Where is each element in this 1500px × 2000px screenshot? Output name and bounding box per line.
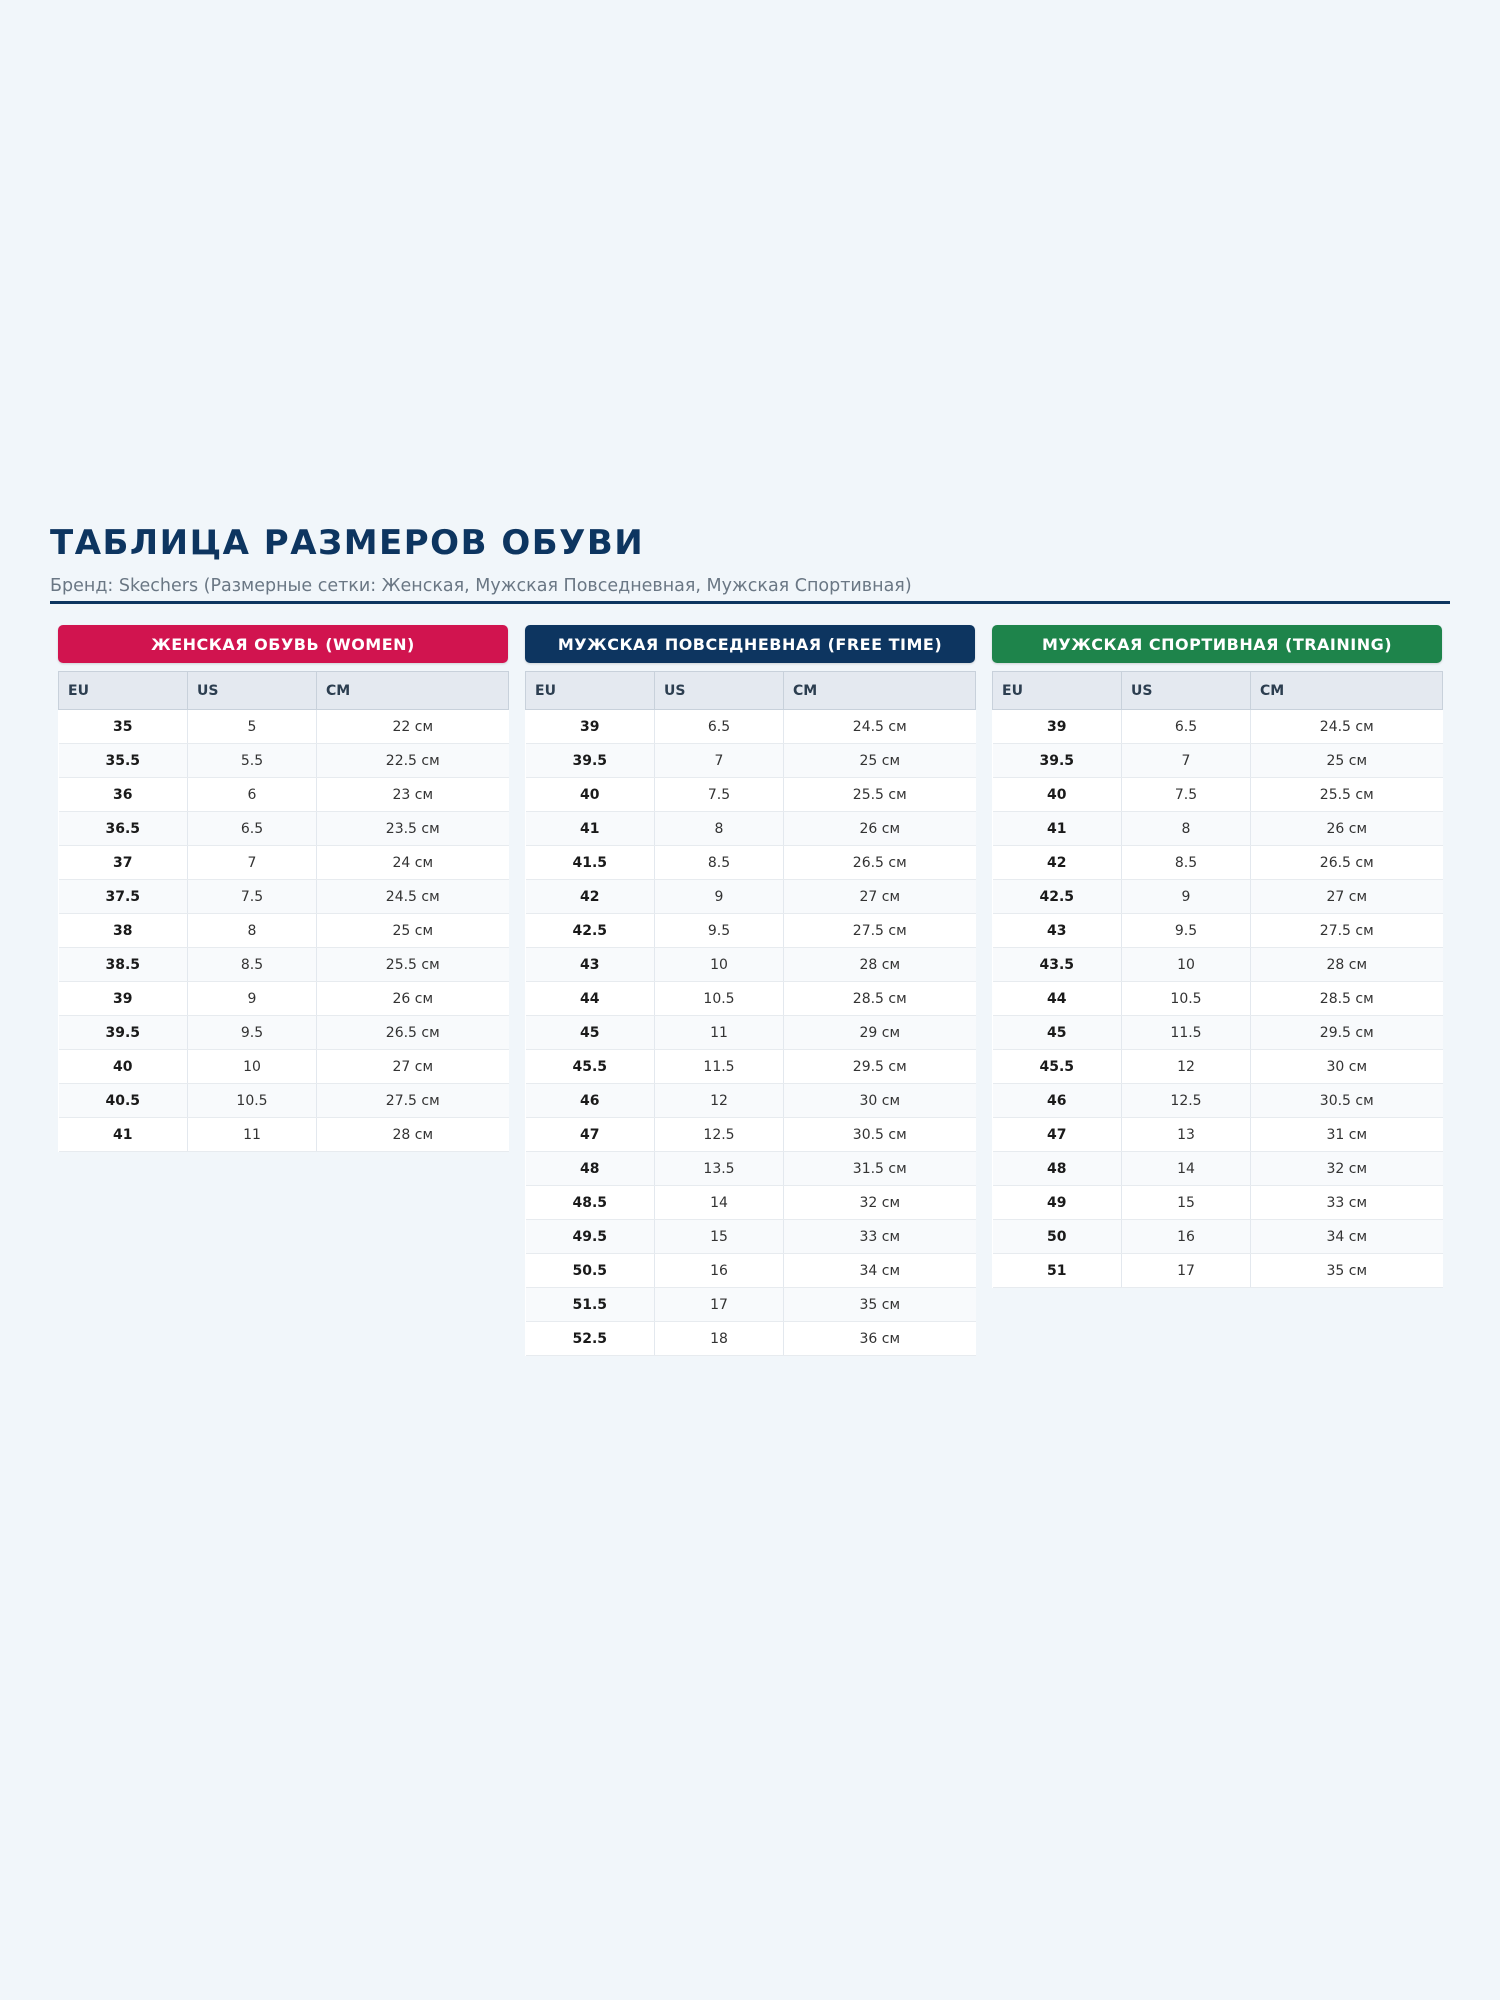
us-cell: 9 (655, 880, 784, 914)
men-casual-table-body (526, 710, 976, 1356)
men-sport-size-panel (992, 625, 1442, 1288)
eu-cell: 45 (993, 1016, 1122, 1050)
men-sport-panel-title: МУЖСКАЯ СПОРТИВНАЯ (TRAINING) (992, 625, 1442, 663)
eu-cell: 50.5 (526, 1254, 655, 1288)
eu-cell: 48 (993, 1152, 1122, 1186)
cm-cell: 24.5 см (317, 880, 509, 914)
column-header-cm: CM (1251, 672, 1443, 710)
cm-cell: 24 см (317, 846, 509, 880)
eu-cell: 37 (59, 846, 188, 880)
us-cell: 10 (188, 1050, 317, 1084)
men-casual-panel-title: МУЖСКАЯ ПОВСЕДНЕВНАЯ (FREE TIME) (525, 625, 975, 663)
table-row (526, 1050, 976, 1084)
us-cell: 8.5 (1122, 846, 1251, 880)
table-header-row (993, 672, 1443, 710)
cm-cell: 27.5 см (784, 914, 976, 948)
eu-cell: 36.5 (59, 812, 188, 846)
us-cell: 12.5 (655, 1118, 784, 1152)
column-header-cm: CM (784, 672, 976, 710)
cm-cell: 31.5 см (784, 1152, 976, 1186)
cm-cell: 24.5 см (1251, 710, 1443, 744)
table-row (526, 1322, 976, 1356)
cm-cell: 22.5 см (317, 744, 509, 778)
us-cell: 13 (1122, 1118, 1251, 1152)
us-cell: 12.5 (1122, 1084, 1251, 1118)
table-row (526, 778, 976, 812)
table-row (993, 1152, 1443, 1186)
us-cell: 5.5 (188, 744, 317, 778)
eu-cell: 39.5 (526, 744, 655, 778)
cm-cell: 25.5 см (317, 948, 509, 982)
us-cell: 7 (188, 846, 317, 880)
page-title: ТАБЛИЦА РАЗМЕРОВ ОБУВИ (50, 523, 645, 563)
table-row (526, 1186, 976, 1220)
cm-cell: 28 см (784, 948, 976, 982)
cm-cell: 34 см (784, 1254, 976, 1288)
eu-cell: 35 (59, 710, 188, 744)
eu-cell: 47 (526, 1118, 655, 1152)
cm-cell: 30.5 см (784, 1118, 976, 1152)
us-cell: 8.5 (188, 948, 317, 982)
us-cell: 7 (1122, 744, 1251, 778)
eu-cell: 43.5 (993, 948, 1122, 982)
cm-cell: 26 см (317, 982, 509, 1016)
cm-cell: 27.5 см (317, 1084, 509, 1118)
us-cell: 18 (655, 1322, 784, 1356)
eu-cell: 45 (526, 1016, 655, 1050)
cm-cell: 33 см (1251, 1186, 1443, 1220)
cm-cell: 26 см (1251, 812, 1443, 846)
us-cell: 6.5 (188, 812, 317, 846)
eu-cell: 38.5 (59, 948, 188, 982)
cm-cell: 26.5 см (1251, 846, 1443, 880)
eu-cell: 39 (993, 710, 1122, 744)
eu-cell: 45.5 (526, 1050, 655, 1084)
eu-cell: 40 (59, 1050, 188, 1084)
cm-cell: 27 см (1251, 880, 1443, 914)
cm-cell: 28.5 см (1251, 982, 1443, 1016)
table-row (526, 744, 976, 778)
us-cell: 16 (1122, 1220, 1251, 1254)
table-row (59, 1050, 509, 1084)
eu-cell: 48 (526, 1152, 655, 1186)
us-cell: 14 (1122, 1152, 1251, 1186)
table-row (59, 1118, 509, 1152)
cm-cell: 32 см (784, 1186, 976, 1220)
table-row (993, 1254, 1443, 1288)
eu-cell: 37.5 (59, 880, 188, 914)
us-cell: 11.5 (1122, 1016, 1251, 1050)
cm-cell: 30.5 см (1251, 1084, 1443, 1118)
table-row (526, 1288, 976, 1322)
us-cell: 7.5 (655, 778, 784, 812)
cm-cell: 25.5 см (1251, 778, 1443, 812)
table-row (526, 812, 976, 846)
eu-cell: 41 (526, 812, 655, 846)
eu-cell: 51 (993, 1254, 1122, 1288)
table-row (993, 744, 1443, 778)
us-cell: 8 (188, 914, 317, 948)
cm-cell: 25 см (317, 914, 509, 948)
table-row (993, 710, 1443, 744)
cm-cell: 24.5 см (784, 710, 976, 744)
cm-cell: 36 см (784, 1322, 976, 1356)
eu-cell: 44 (526, 982, 655, 1016)
eu-cell: 51.5 (526, 1288, 655, 1322)
column-header-us: US (1122, 672, 1251, 710)
table-row (59, 880, 509, 914)
table-row (993, 846, 1443, 880)
table-row (993, 1084, 1443, 1118)
us-cell: 7.5 (1122, 778, 1251, 812)
eu-cell: 40 (993, 778, 1122, 812)
us-cell: 6.5 (655, 710, 784, 744)
us-cell: 8 (655, 812, 784, 846)
men-casual-size-table (525, 671, 976, 1356)
table-row (59, 812, 509, 846)
cm-cell: 29.5 см (1251, 1016, 1443, 1050)
cm-cell: 26 см (784, 812, 976, 846)
us-cell: 9.5 (655, 914, 784, 948)
table-row (993, 1186, 1443, 1220)
cm-cell: 25 см (784, 744, 976, 778)
table-row (993, 948, 1443, 982)
cm-cell: 27.5 см (1251, 914, 1443, 948)
cm-cell: 28 см (1251, 948, 1443, 982)
us-cell: 14 (655, 1186, 784, 1220)
table-row (526, 1084, 976, 1118)
cm-cell: 29.5 см (784, 1050, 976, 1084)
eu-cell: 42.5 (526, 914, 655, 948)
eu-cell: 49.5 (526, 1220, 655, 1254)
table-row (59, 744, 509, 778)
men-sport-size-table (992, 671, 1443, 1288)
eu-cell: 35.5 (59, 744, 188, 778)
table-row (993, 880, 1443, 914)
eu-cell: 42 (993, 846, 1122, 880)
table-row (526, 914, 976, 948)
table-row (59, 948, 509, 982)
men-sport-table-body (993, 710, 1443, 1288)
cm-cell: 32 см (1251, 1152, 1443, 1186)
cm-cell: 34 см (1251, 1220, 1443, 1254)
us-cell: 5 (188, 710, 317, 744)
eu-cell: 39.5 (993, 744, 1122, 778)
cm-cell: 26.5 см (317, 1016, 509, 1050)
women-size-panel (58, 625, 508, 1152)
table-row (526, 982, 976, 1016)
eu-cell: 43 (993, 914, 1122, 948)
eu-cell: 45.5 (993, 1050, 1122, 1084)
eu-cell: 42 (526, 880, 655, 914)
us-cell: 10.5 (1122, 982, 1251, 1016)
cm-cell: 30 см (1251, 1050, 1443, 1084)
us-cell: 9.5 (1122, 914, 1251, 948)
us-cell: 11.5 (655, 1050, 784, 1084)
cm-cell: 23 см (317, 778, 509, 812)
eu-cell: 49 (993, 1186, 1122, 1220)
us-cell: 13.5 (655, 1152, 784, 1186)
eu-cell: 50 (993, 1220, 1122, 1254)
cm-cell: 27 см (784, 880, 976, 914)
table-row (59, 846, 509, 880)
eu-cell: 48.5 (526, 1186, 655, 1220)
eu-cell: 41 (59, 1118, 188, 1152)
table-header-row (59, 672, 509, 710)
cm-cell: 25.5 см (784, 778, 976, 812)
table-row (526, 1220, 976, 1254)
eu-cell: 39 (526, 710, 655, 744)
women-size-table (58, 671, 509, 1152)
us-cell: 17 (1122, 1254, 1251, 1288)
eu-cell: 39 (59, 982, 188, 1016)
us-cell: 12 (655, 1084, 784, 1118)
column-header-eu: EU (993, 672, 1122, 710)
us-cell: 9 (1122, 880, 1251, 914)
eu-cell: 47 (993, 1118, 1122, 1152)
us-cell: 12 (1122, 1050, 1251, 1084)
table-row (526, 1118, 976, 1152)
us-cell: 15 (1122, 1186, 1251, 1220)
eu-cell: 40 (526, 778, 655, 812)
cm-cell: 28.5 см (784, 982, 976, 1016)
page-subtitle: Бренд: Skechers (Размерные сетки: Женская, Мужская Повседневная, Мужская Спортивная) (50, 576, 912, 596)
us-cell: 10.5 (655, 982, 784, 1016)
cm-cell: 27 см (317, 1050, 509, 1084)
cm-cell: 22 см (317, 710, 509, 744)
us-cell: 10 (655, 948, 784, 982)
table-row (526, 948, 976, 982)
eu-cell: 43 (526, 948, 655, 982)
cm-cell: 33 см (784, 1220, 976, 1254)
women-panel-title: ЖЕНСКАЯ ОБУВЬ (WOMEN) (58, 625, 508, 663)
us-cell: 11 (188, 1118, 317, 1152)
eu-cell: 40.5 (59, 1084, 188, 1118)
eu-cell: 38 (59, 914, 188, 948)
table-row (526, 1016, 976, 1050)
eu-cell: 46 (526, 1084, 655, 1118)
table-row (993, 812, 1443, 846)
cm-cell: 35 см (1251, 1254, 1443, 1288)
table-row (993, 1118, 1443, 1152)
us-cell: 10 (1122, 948, 1251, 982)
table-row (993, 1016, 1443, 1050)
eu-cell: 44 (993, 982, 1122, 1016)
table-row (59, 1084, 509, 1118)
eu-cell: 41.5 (526, 846, 655, 880)
us-cell: 9.5 (188, 1016, 317, 1050)
us-cell: 10.5 (188, 1084, 317, 1118)
table-row (59, 1016, 509, 1050)
table-row (993, 778, 1443, 812)
us-cell: 9 (188, 982, 317, 1016)
cm-cell: 25 см (1251, 744, 1443, 778)
table-row (526, 710, 976, 744)
eu-cell: 52.5 (526, 1322, 655, 1356)
cm-cell: 26.5 см (784, 846, 976, 880)
us-cell: 17 (655, 1288, 784, 1322)
us-cell: 7.5 (188, 880, 317, 914)
us-cell: 15 (655, 1220, 784, 1254)
column-header-cm: CM (317, 672, 509, 710)
eu-cell: 36 (59, 778, 188, 812)
women-table-body (59, 710, 509, 1152)
us-cell: 11 (655, 1016, 784, 1050)
column-header-us: US (655, 672, 784, 710)
cm-cell: 28 см (317, 1118, 509, 1152)
table-row (526, 1254, 976, 1288)
us-cell: 6 (188, 778, 317, 812)
column-header-eu: EU (59, 672, 188, 710)
eu-cell: 46 (993, 1084, 1122, 1118)
cm-cell: 23.5 см (317, 812, 509, 846)
table-row (59, 710, 509, 744)
eu-cell: 39.5 (59, 1016, 188, 1050)
table-row (526, 1152, 976, 1186)
header-divider (50, 601, 1450, 604)
us-cell: 7 (655, 744, 784, 778)
cm-cell: 29 см (784, 1016, 976, 1050)
eu-cell: 41 (993, 812, 1122, 846)
cm-cell: 30 см (784, 1084, 976, 1118)
us-cell: 8.5 (655, 846, 784, 880)
men-casual-size-panel (525, 625, 975, 1356)
cm-cell: 35 см (784, 1288, 976, 1322)
table-row (526, 846, 976, 880)
us-cell: 8 (1122, 812, 1251, 846)
table-row (993, 1050, 1443, 1084)
table-row (59, 914, 509, 948)
table-row (59, 778, 509, 812)
table-row (993, 914, 1443, 948)
column-header-eu: EU (526, 672, 655, 710)
us-cell: 6.5 (1122, 710, 1251, 744)
table-row (993, 982, 1443, 1016)
cm-cell: 31 см (1251, 1118, 1443, 1152)
us-cell: 16 (655, 1254, 784, 1288)
table-row (526, 880, 976, 914)
page-header (50, 520, 1450, 598)
table-row (993, 1220, 1443, 1254)
column-header-us: US (188, 672, 317, 710)
table-row (59, 982, 509, 1016)
eu-cell: 42.5 (993, 880, 1122, 914)
table-header-row (526, 672, 976, 710)
